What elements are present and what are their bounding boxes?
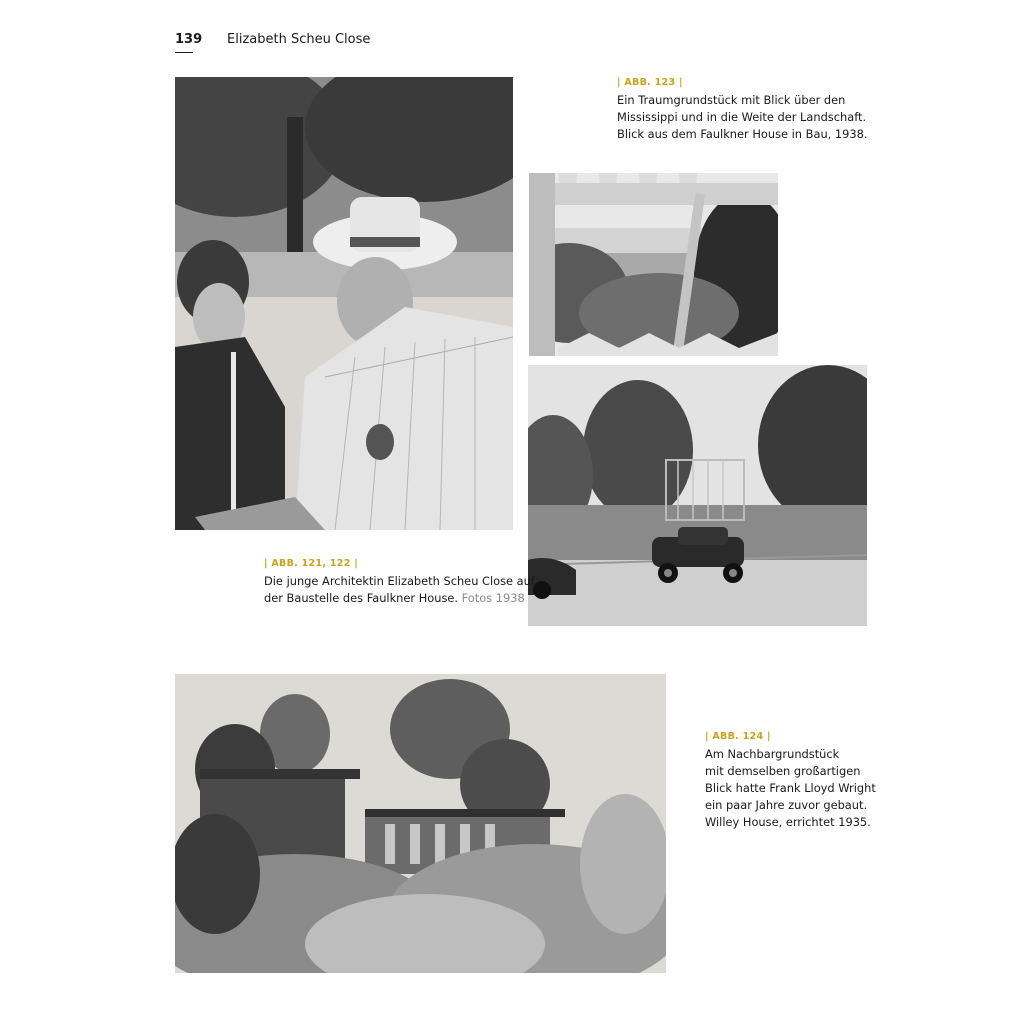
photo-construction-site bbox=[528, 365, 867, 626]
caption-line: Willey House, errichtet 1935. bbox=[705, 815, 871, 829]
running-title: Elizabeth Scheu Close bbox=[227, 32, 371, 47]
page-number: 139 bbox=[175, 32, 203, 47]
caption-line bbox=[264, 590, 535, 607]
caption-line: mit demselben großartigen bbox=[705, 764, 861, 778]
caption-line: Blick aus dem Faulkner House in Bau, 1938. bbox=[617, 127, 868, 141]
caption-abb-124 bbox=[705, 730, 876, 831]
caption-ref: | ABB. 121, 122 | bbox=[264, 558, 358, 569]
page-number-rule bbox=[175, 52, 193, 53]
caption-line: Ein Traumgrundstück mit Blick über den bbox=[617, 93, 846, 107]
photo-willey-house bbox=[175, 674, 666, 973]
photo-architect-portrait bbox=[175, 77, 513, 530]
caption-ref: | ABB. 124 | bbox=[705, 731, 771, 742]
caption-line: Blick hatte Frank Lloyd Wright bbox=[705, 781, 876, 795]
caption-abb-121-122 bbox=[264, 557, 535, 607]
caption-line: Am Nachbargrundstück bbox=[705, 747, 840, 761]
caption-text: der Baustelle des Faulkner House. bbox=[264, 591, 459, 605]
caption-ref: | ABB. 123 | bbox=[617, 77, 683, 88]
caption-abb-123 bbox=[617, 76, 868, 143]
caption-line: Mississippi und in die Weite der Landschaft. bbox=[617, 110, 867, 124]
caption-line: ein paar Jahre zuvor gebaut. bbox=[705, 798, 868, 812]
photo-view-mississippi bbox=[529, 173, 778, 356]
photo-credit: Fotos 1938 bbox=[461, 591, 525, 605]
caption-line: Die junge Architektin Elizabeth Scheu Close auf bbox=[264, 574, 535, 588]
